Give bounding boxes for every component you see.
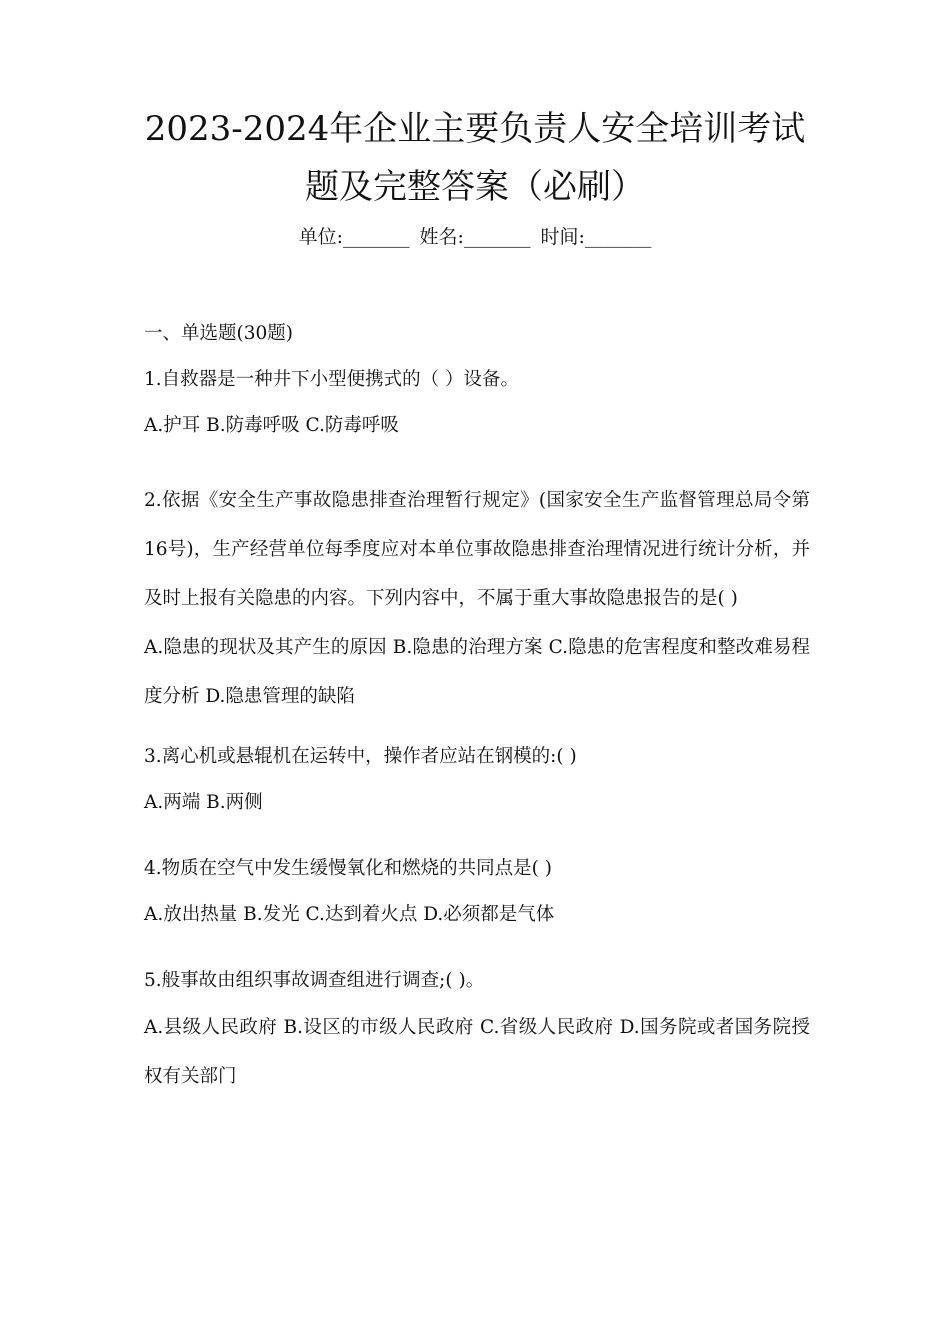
name-field: 姓名:_______ [419, 226, 531, 248]
question-options: A.县级人民政府 B.设区的市级人民政府 C.省级人民政府 D.国务院或者国务院授权有关部门 [144, 1017, 810, 1087]
question-list [144, 318, 810, 1101]
header-fields [0, 222, 950, 252]
question-stem: 3.离心机或悬辊机在运转中，操作者应站在钢模的:( ) [144, 746, 577, 767]
section-heading: 一、单选题(30题) [144, 323, 293, 344]
title-line-1: 2023-2024年企业主要负责人安全培训考试 [144, 109, 806, 149]
question-1 [144, 364, 810, 442]
question-options: A.放出热量 B.发光 C.达到着火点 D.必须都是气体 [144, 904, 555, 925]
document-title [100, 100, 850, 216]
question-3 [144, 741, 810, 819]
question-options: A.护耳 B.防毒呼吸 C.防毒呼吸 [144, 415, 399, 436]
unit-field: 单位:_______ [298, 226, 410, 248]
question-4 [144, 853, 810, 931]
question-5 [144, 965, 810, 1101]
question-stem: 5.般事故由组织事故调查组进行调查;( )。 [144, 970, 485, 991]
time-field: 时间:_______ [540, 226, 652, 248]
question-2 [144, 476, 810, 721]
question-stem: 2.依据《安全生产事故隐患排查治理暂行规定》(国家安全生产监督管理总局令第16号)，生产经营单位每季度应对本单位事故隐患排查治理情况进行统计分析，并及时上报有关隐患的内容。下列内容中，不属于重大事故隐患报告的是( ) [144, 490, 810, 609]
question-options: A.隐患的现状及其产生的原因 B.隐患的治理方案 C.隐患的危害程度和整改难易程度分析 D.隐患管理的缺陷 [144, 637, 810, 707]
title-line-2: 题及完整答案（必刷） [305, 167, 645, 207]
question-options: A.两端 B.两侧 [144, 792, 263, 813]
question-stem: 1.自救器是一种井下小型便携式的（ ）设备。 [144, 369, 520, 390]
question-stem: 4.物质在空气中发生缓慢氧化和燃烧的共同点是( ) [144, 858, 552, 879]
